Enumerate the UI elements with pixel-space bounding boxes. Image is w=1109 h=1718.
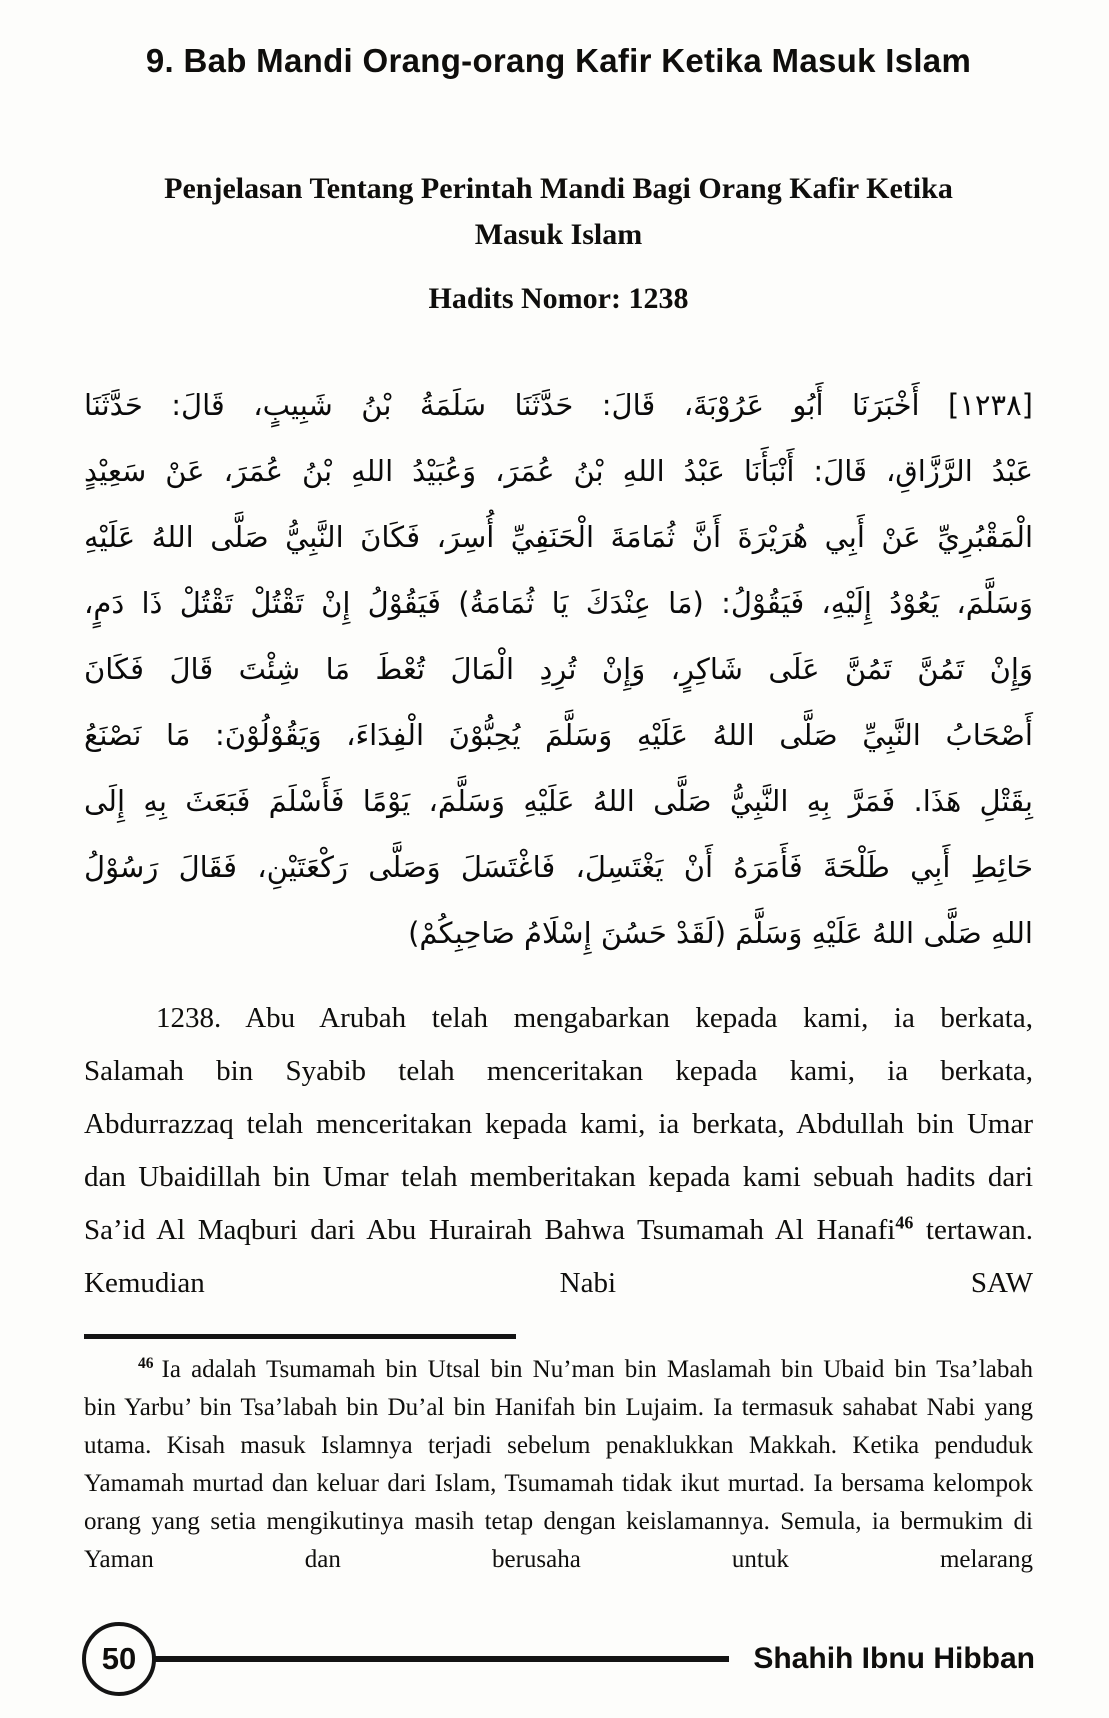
translation-paragraph — [84, 992, 1033, 1310]
arabic-line: وَإِنْ تَمُنَّ تَمُنَّ عَلَى شَاكِرٍ، وَإِنْ تُرِدِ الْمَالَ تُعْطَ مَا شِئْتَ قَالَ فَكَانَ — [84, 652, 1033, 686]
section-title-line2: Masuk Islam — [474, 218, 643, 251]
arabic-line: اللهِ صَلَّى اللهُ عَلَيْهِ وَسَلَّمَ (لَقَدْ حَسُنَ إِسْلَامُ صَاحِبِكُمْ) — [408, 916, 1033, 950]
section-title-line1: Penjelasan Tentang Perintah Mandi Bagi Orang Kafir Ketika — [164, 172, 953, 205]
arabic-line: حَائِطِ أَبِي طَلْحَةَ فَأَمَرَهُ أَنْ يَغْتَسِلَ، فَاغْتَسَلَ وَصَلَّى رَكْعَتَيْنِ، فَقَالَ رَسُوْلُ — [84, 850, 1033, 884]
footnote-block — [84, 1351, 1033, 1579]
translation-text-start: 1238. Abu Arubah telah mengabarkan kepada kami, ia berkata, Salamah bin Syabib telah menceritakan kepada kami, ia berkata, Abdurrazzaq telah menceritakan kepada kami, ia berkata, Abdullah bin Umar dan Ubaidillah bin Umar telah memberitakan kepada kami sebuah hadits dari Sa’id Al Maqburi dari Abu Hurairah Bahwa Tsumamah Al Hanafi — [84, 1002, 1033, 1246]
translation-text-end: tertawan. Kemudian Nabi SAW — [84, 1214, 1033, 1299]
hadits-number-label: Hadits Nomor: 1238 — [428, 282, 689, 315]
arabic-line: عَبْدُ الرَّزَّاقِ، قَالَ: أَنْبَأَنَا عَبْدُ اللهِ بْنُ عُمَرَ، وَعُبَيْدُ اللهِ بْنُ عُمَرَ، عَنْ سَعِيْدٍ — [84, 454, 1033, 488]
section-title — [84, 166, 1033, 258]
page-footer — [0, 1622, 1109, 1696]
footer-rule — [152, 1656, 729, 1662]
arabic-line: وَسَلَّمَ، يَعُوْدُ إِلَيْهِ، فَيَقُوْلُ: (مَا عِنْدَكَ يَا ثُمَامَةُ) فَيَقُوْلُ إِنْ تَقْتُلْ تَقْتُلْ ذَا دَمٍ، — [84, 586, 1033, 620]
arabic-line: [١٢٣٨] أَخْبَرَنَا أَبُو عَرُوْبَةَ، قَالَ: حَدَّثَنَا سَلَمَةُ بْنُ شَبِيبٍ، قَالَ: حَدَّثَنَا — [84, 388, 1033, 422]
footnote-divider — [84, 1334, 516, 1339]
arabic-line: أَصْحَابُ النَّبِيِّ صَلَّى اللهُ عَلَيْهِ وَسَلَّمَ يُحِبُّوْنَ الْفِدَاءَ، وَيَقُوْلُوْنَ: مَا نَصْنَعُ — [84, 718, 1033, 752]
arabic-line: بِقَتْلِ هَذَا. فَمَرَّ بِهِ النَّبِيُّ صَلَّى اللهُ عَلَيْهِ وَسَلَّمَ، يَوْمًا فَأَسْلَمَ فَبَعَثَ بِهِ إِلَى — [84, 784, 1033, 818]
arabic-hadith-block — [84, 372, 1033, 966]
chapter-title: 9. Bab Mandi Orang-orang Kafir Ketika Masuk Islam — [145, 42, 972, 79]
footnote-text: Ia adalah Tsumamah bin Utsal bin Nu’man bin Maslamah bin Ubaid bin Tsa’labah bin Yarbu’ bin Tsa’labah bin Du’al bin Hanifah bin Lujaim. Ia termasuk sahabat Nabi yang utama. Kisah masuk Islamnya terjadi sebelum penaklukkan Makkah. Ketika penduduk Yamamah murtad dan keluar dari Islam, Tsumamah tidak ikut murtad. Ia bersama kelompok orang yang setia mengikutinya masih tetap dengan keislamannya. Semula, ia bermukim di Yaman dan berusaha untuk melarang — [84, 1356, 1033, 1573]
arabic-line: الْمَقْبُرِيِّ عَنْ أَبِي هُرَيْرَةَ أَنَّ ثُمَامَةَ الْحَنَفِيِّ أُسِرَ، فَكَانَ النَّبِيُّ صَلَّى اللهُ عَلَيْهِ — [84, 520, 1033, 554]
page-content — [0, 42, 1109, 1579]
footnote-reference: 46 — [895, 1212, 914, 1233]
footnote-marker: 46 — [138, 1354, 154, 1372]
page-number-badge: 50 — [82, 1622, 156, 1696]
book-title: Shahih Ibnu Hibban — [753, 1642, 1035, 1675]
